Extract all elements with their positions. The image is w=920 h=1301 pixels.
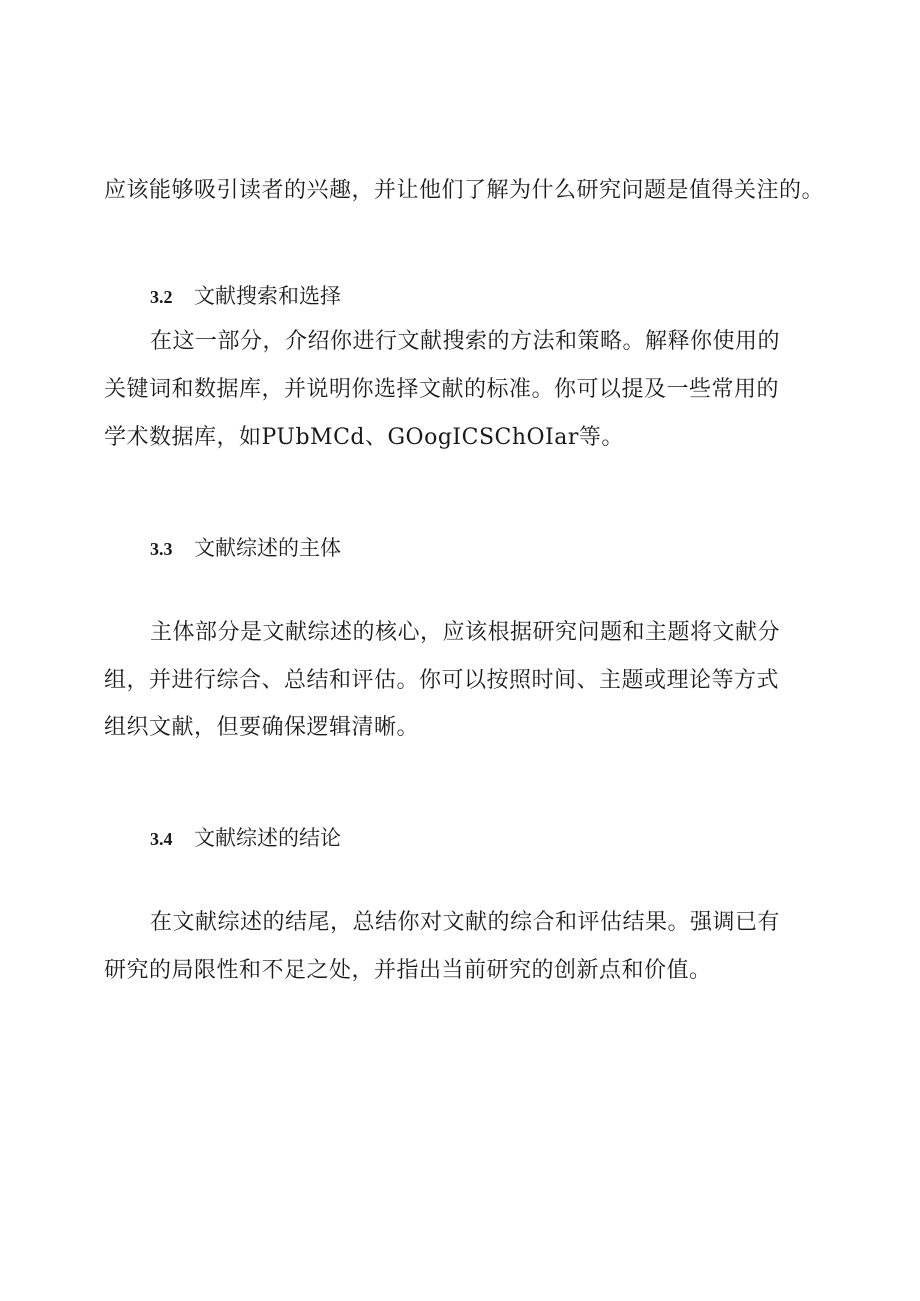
section-heading-3-4 <box>150 823 341 854</box>
paragraph-line: 在文献综述的结尾，总结你对文献的综合和评估结果。强调已有 <box>150 910 781 935</box>
paragraph-line: 组织文献，但要确保逻辑清晰。 <box>104 715 420 740</box>
section-number: 3.3 <box>150 539 173 559</box>
section-title: 文献综述的主体 <box>194 536 341 560</box>
section-number: 3.2 <box>150 287 173 307</box>
section-title: 文献综述的结论 <box>194 826 341 850</box>
section-title: 文献搜索和选择 <box>194 284 341 308</box>
section-number: 3.4 <box>150 829 173 849</box>
intro-paragraph-line: 应该能够吸引读者的兴趣，并让他们了解为什么研究问题是值得关注的。 <box>104 178 825 203</box>
paragraph-line: 主体部分是文献综述的核心，应该根据研究问题和主题将文献分 <box>150 620 781 645</box>
paragraph-line: 在这一部分，介绍你进行文献搜索的方法和策略。解释你使用的 <box>150 329 781 354</box>
paragraph-line: 组，并进行综合、总结和评估。你可以按照时间、主题或理论等方式 <box>104 668 780 693</box>
paragraph-line: 学术数据库，如PUbMCd、GOogICSChOIar等。 <box>104 425 624 450</box>
section-heading-3-2 <box>150 281 341 312</box>
paragraph-line: 关键词和数据库，并说明你选择文献的标准。你可以提及一些常用的 <box>104 377 780 402</box>
section-heading-3-3 <box>150 533 341 564</box>
paragraph-line: 研究的局限性和不足之处，并指出当前研究的创新点和价值。 <box>104 958 712 983</box>
